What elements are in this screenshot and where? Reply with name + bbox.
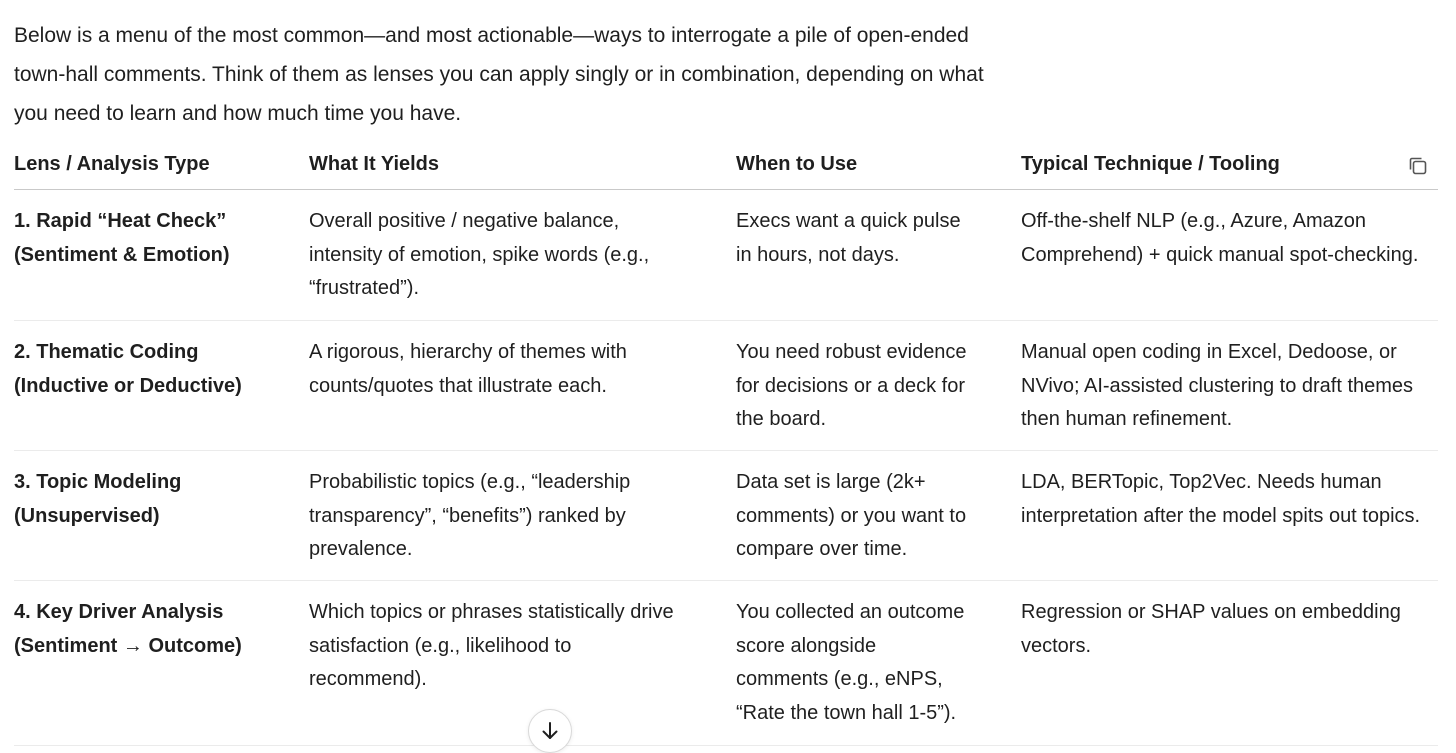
copy-table-button[interactable] [1406,154,1430,178]
intro-line: Below is a menu of the most common—and most actionable—ways to interrogate a pile of open-ended [14,24,969,47]
intro-line: town-hall comments. Think of them as lenses you can apply singly or in combination, depending on what [14,63,984,86]
header-when: When to Use [736,153,858,175]
cell-when: You collected an outcome score alongside comments (e.g., eNPS, “Rate the town hall 1-5”). [736,601,965,724]
copy-icon [1406,154,1430,178]
cell-yields: Which topics or phrases statistically drive satisfaction (e.g., likelihood to recommend). [309,601,674,690]
header-tooling: Typical Technique / Tooling [1021,153,1280,175]
intro-paragraph [14,16,1094,133]
header-lens: Lens / Analysis Type [14,153,210,175]
cell-tooling: Manual open coding in Excel, Dedoose, or NVivo; AI-assisted clustering to draft themes then human refinement. [1021,341,1414,430]
scroll-down-button[interactable] [528,709,572,753]
table-header-row [14,142,1438,190]
header-yields: What It Yields [309,153,440,175]
table-row [14,190,1438,321]
cell-tooling: LDA, BERTopic, Top2Vec. Needs human interpretation after the model spits out topics. [1021,471,1421,527]
cell-yields: Probabilistic topics (e.g., “leadership transparency”, “benefits”) ranked by prevalence. [309,471,631,560]
cell-lens: 1. Rapid “Heat Check” (Sentiment & Emotion) [14,210,230,266]
cell-yields: A rigorous, hierarchy of themes with counts/quotes that illustrate each. [309,341,627,397]
arrow-down-icon [539,720,561,742]
cell-when: Data set is large (2k+ comments) or you want to compare over time. [736,471,967,560]
analysis-table [14,142,1438,746]
table-row [14,451,1438,581]
cell-lens: 4. Key Driver Analysis (Sentiment → Outcome) [14,601,242,657]
table-row [14,321,1438,451]
cell-yields: Overall positive / negative balance, intensity of emotion, spike words (e.g., “frustrated”). [309,210,650,299]
cell-tooling: Regression or SHAP values on embedding vectors. [1021,601,1401,657]
table-row [14,581,1438,746]
intro-line: you need to learn and how much time you have. [14,102,462,125]
cell-lens: 2. Thematic Coding (Inductive or Deductive) [14,341,242,397]
cell-when: Execs want a quick pulse in hours, not days. [736,210,961,266]
cell-tooling: Off-the-shelf NLP (e.g., Azure, Amazon Comprehend) + quick manual spot-checking. [1021,210,1419,266]
cell-when: You need robust evidence for decisions or a deck for the board. [736,341,967,430]
cell-lens: 3. Topic Modeling (Unsupervised) [14,471,182,527]
